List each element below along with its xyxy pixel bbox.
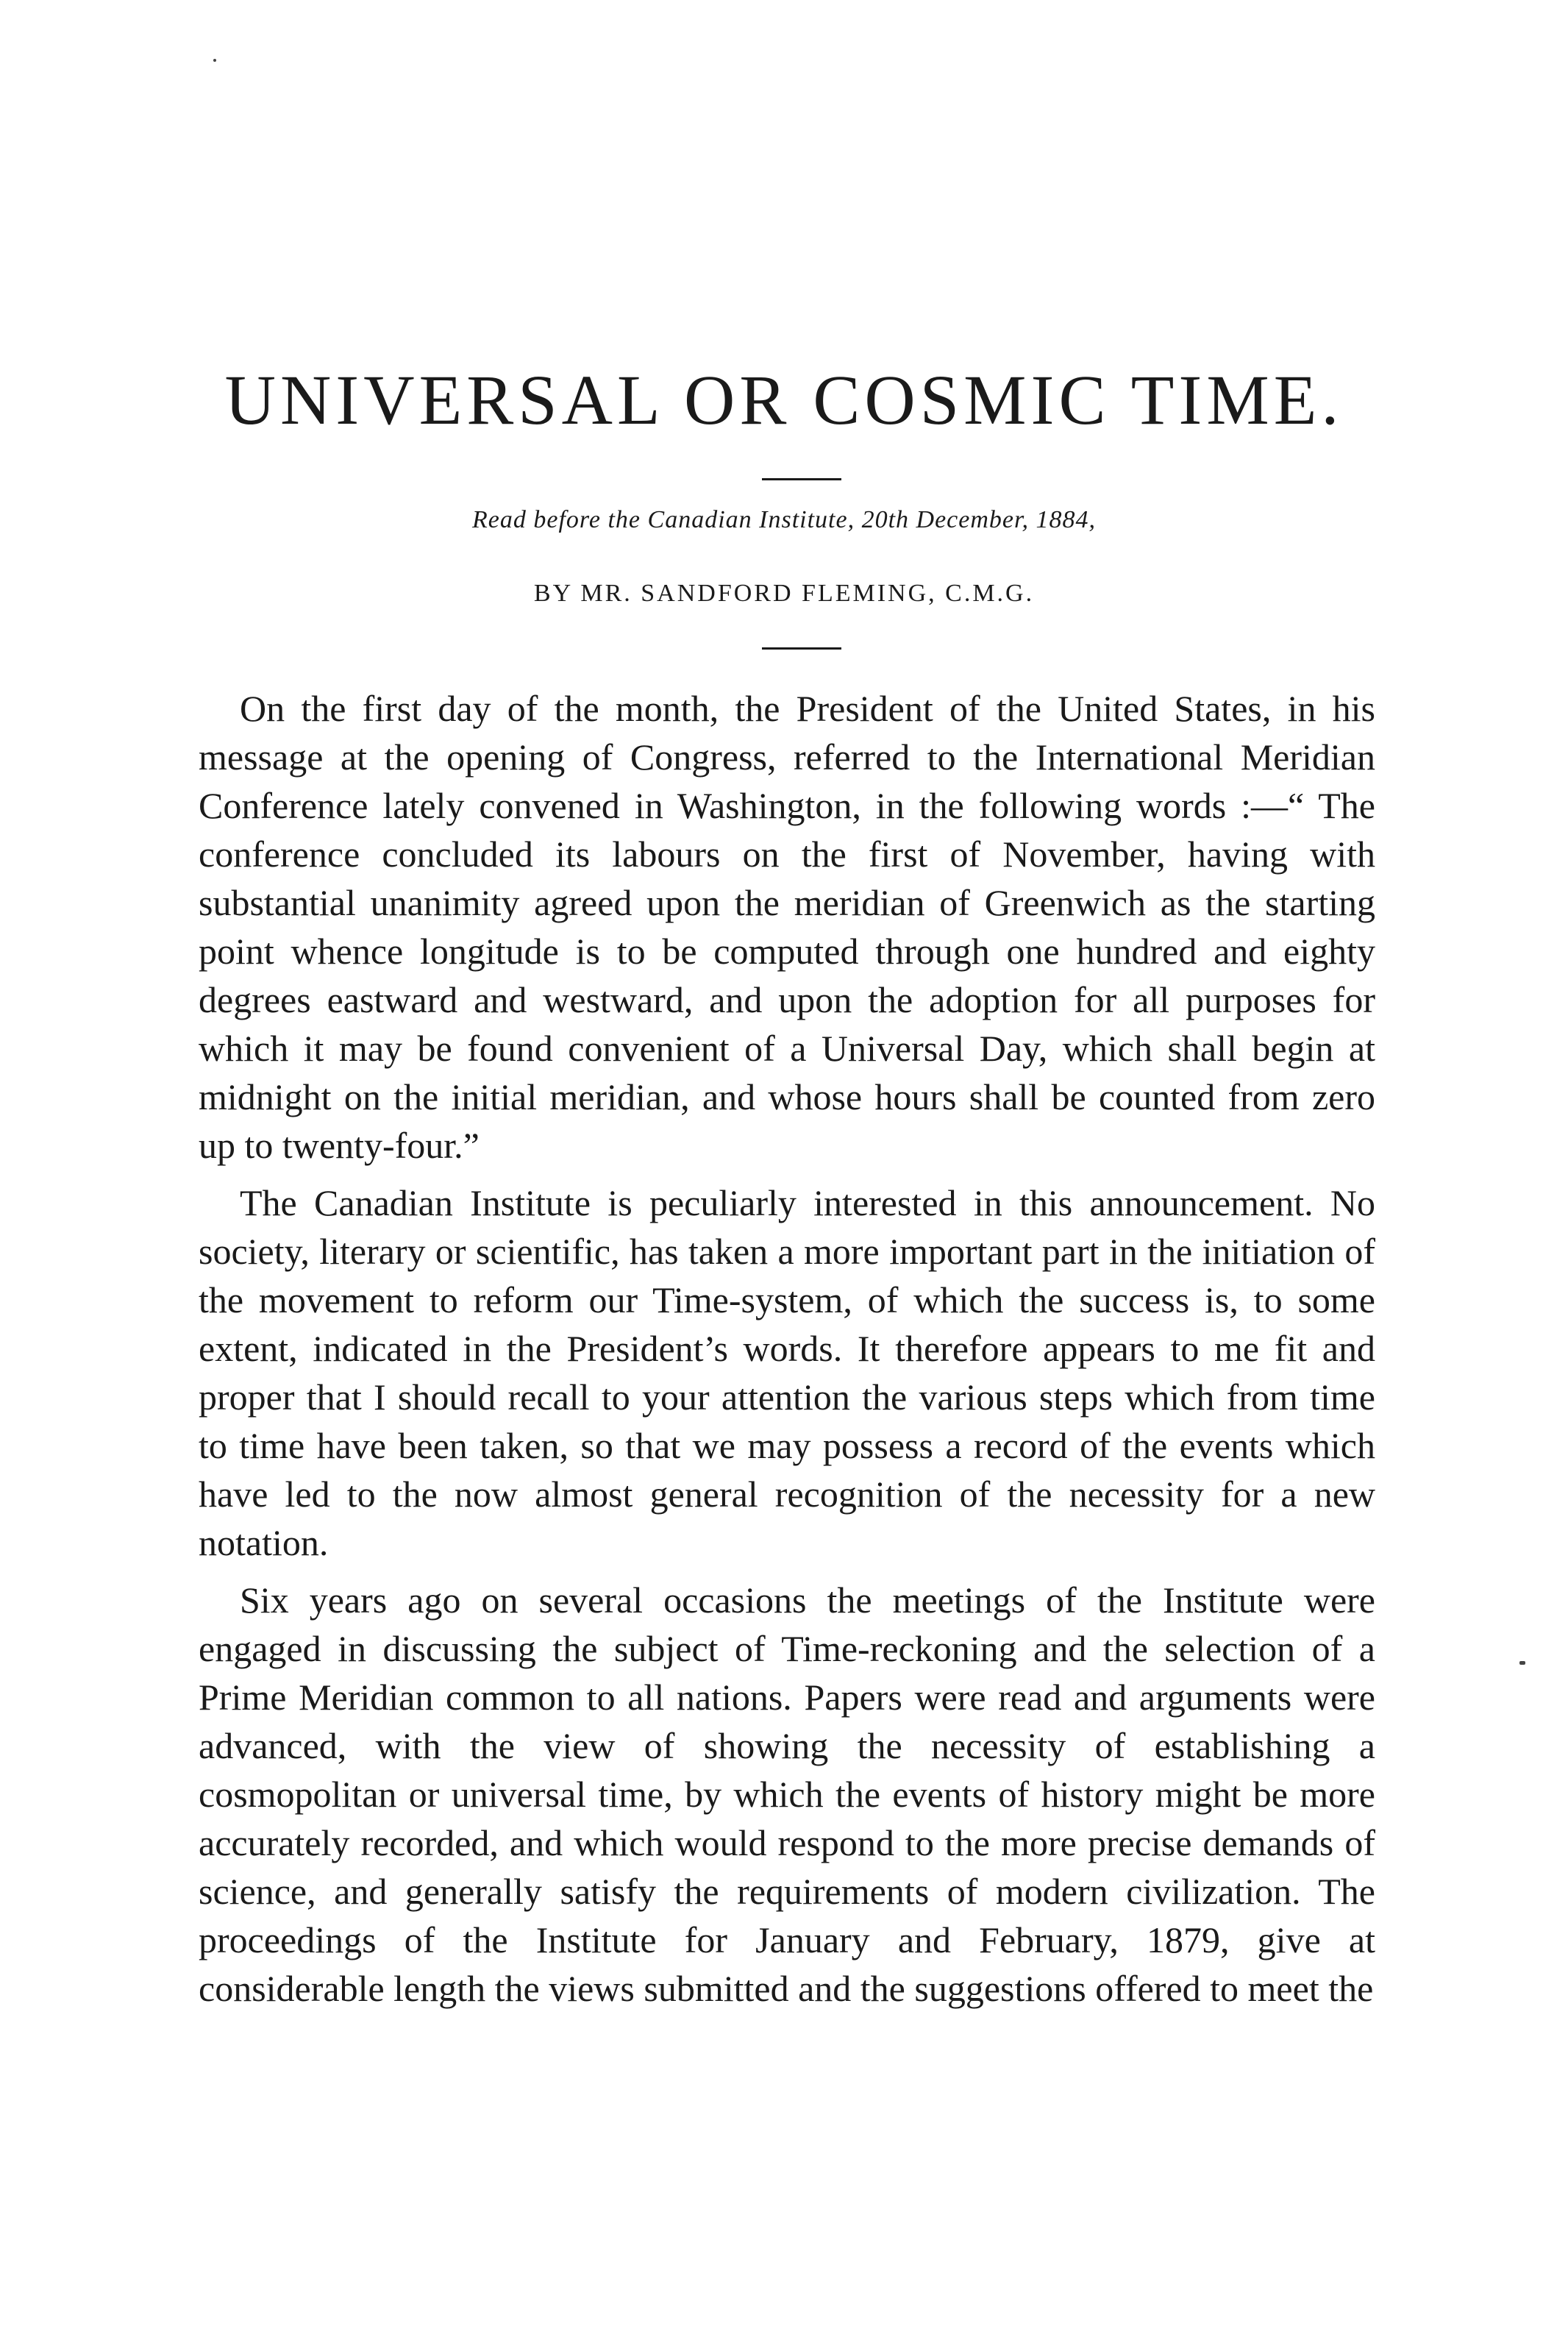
article-body [199, 684, 1375, 2022]
paragraph-3: Six years ago on several occasions the meetings of the Institute were engaged in discussing the subject of Time-reckoning and the selection of a Prime Meridian common to all nations. Papers were read and arguments were advanced, with the view of showing the necessity of establishing a cosmopolitan or universal time, by which the events of history might be more accurately recorded, and which would respond to the more precise demands of science, and generally satisfy the requirements of modern civilization. The proceedings of the Institute for January and February, 1879, give at considerable length the views submitted and the suggestions offered to meet the [199, 1579, 1375, 2009]
page-speck-top [213, 59, 216, 62]
paragraph-2: The Canadian Institute is peculiarly interested in this announcement. No society, literary or scientific, has taken a more important part in the initiation of the movement to reform our Time-system, of which the success is, to some extent, indicated in the President’s words. It therefore appears to me fit and proper that I should recall to your attention the various steps which from time to time have been taken, so that we may possess a record of the events which have led to the now almost general recognition of the necessity for a new notation. [199, 1182, 1375, 1563]
paragraph-1: On the first day of the month, the President of the United States, in his message at the opening of Congress, referred to the International Meridian Conference lately convened in Washington, in the following words :—“ The conference concluded its labours on the first of November, having with substantial unanimity agreed upon the meridian of Greenwich as the starting point whence longitude is to be computed through one hundred and eighty degrees eastward and westward, and upon the adoption for all purposes for which it may be found convenient of a Universal Day, which shall begin at midnight on the initial meridian, and whose hours shall be counted from zero up to twenty-four.” [199, 688, 1375, 1166]
page-speck-right [1519, 1661, 1525, 1665]
author-line: BY MR. SANDFORD FLEMING, C.M.G. [533, 580, 1035, 607]
article-title: UNIVERSAL OR COSMIC TIME. [224, 360, 1344, 439]
author-rule [762, 647, 841, 650]
read-before-line: Read before the Canadian Institute, 20th December, 1884, [472, 506, 1096, 533]
title-rule [762, 478, 841, 480]
